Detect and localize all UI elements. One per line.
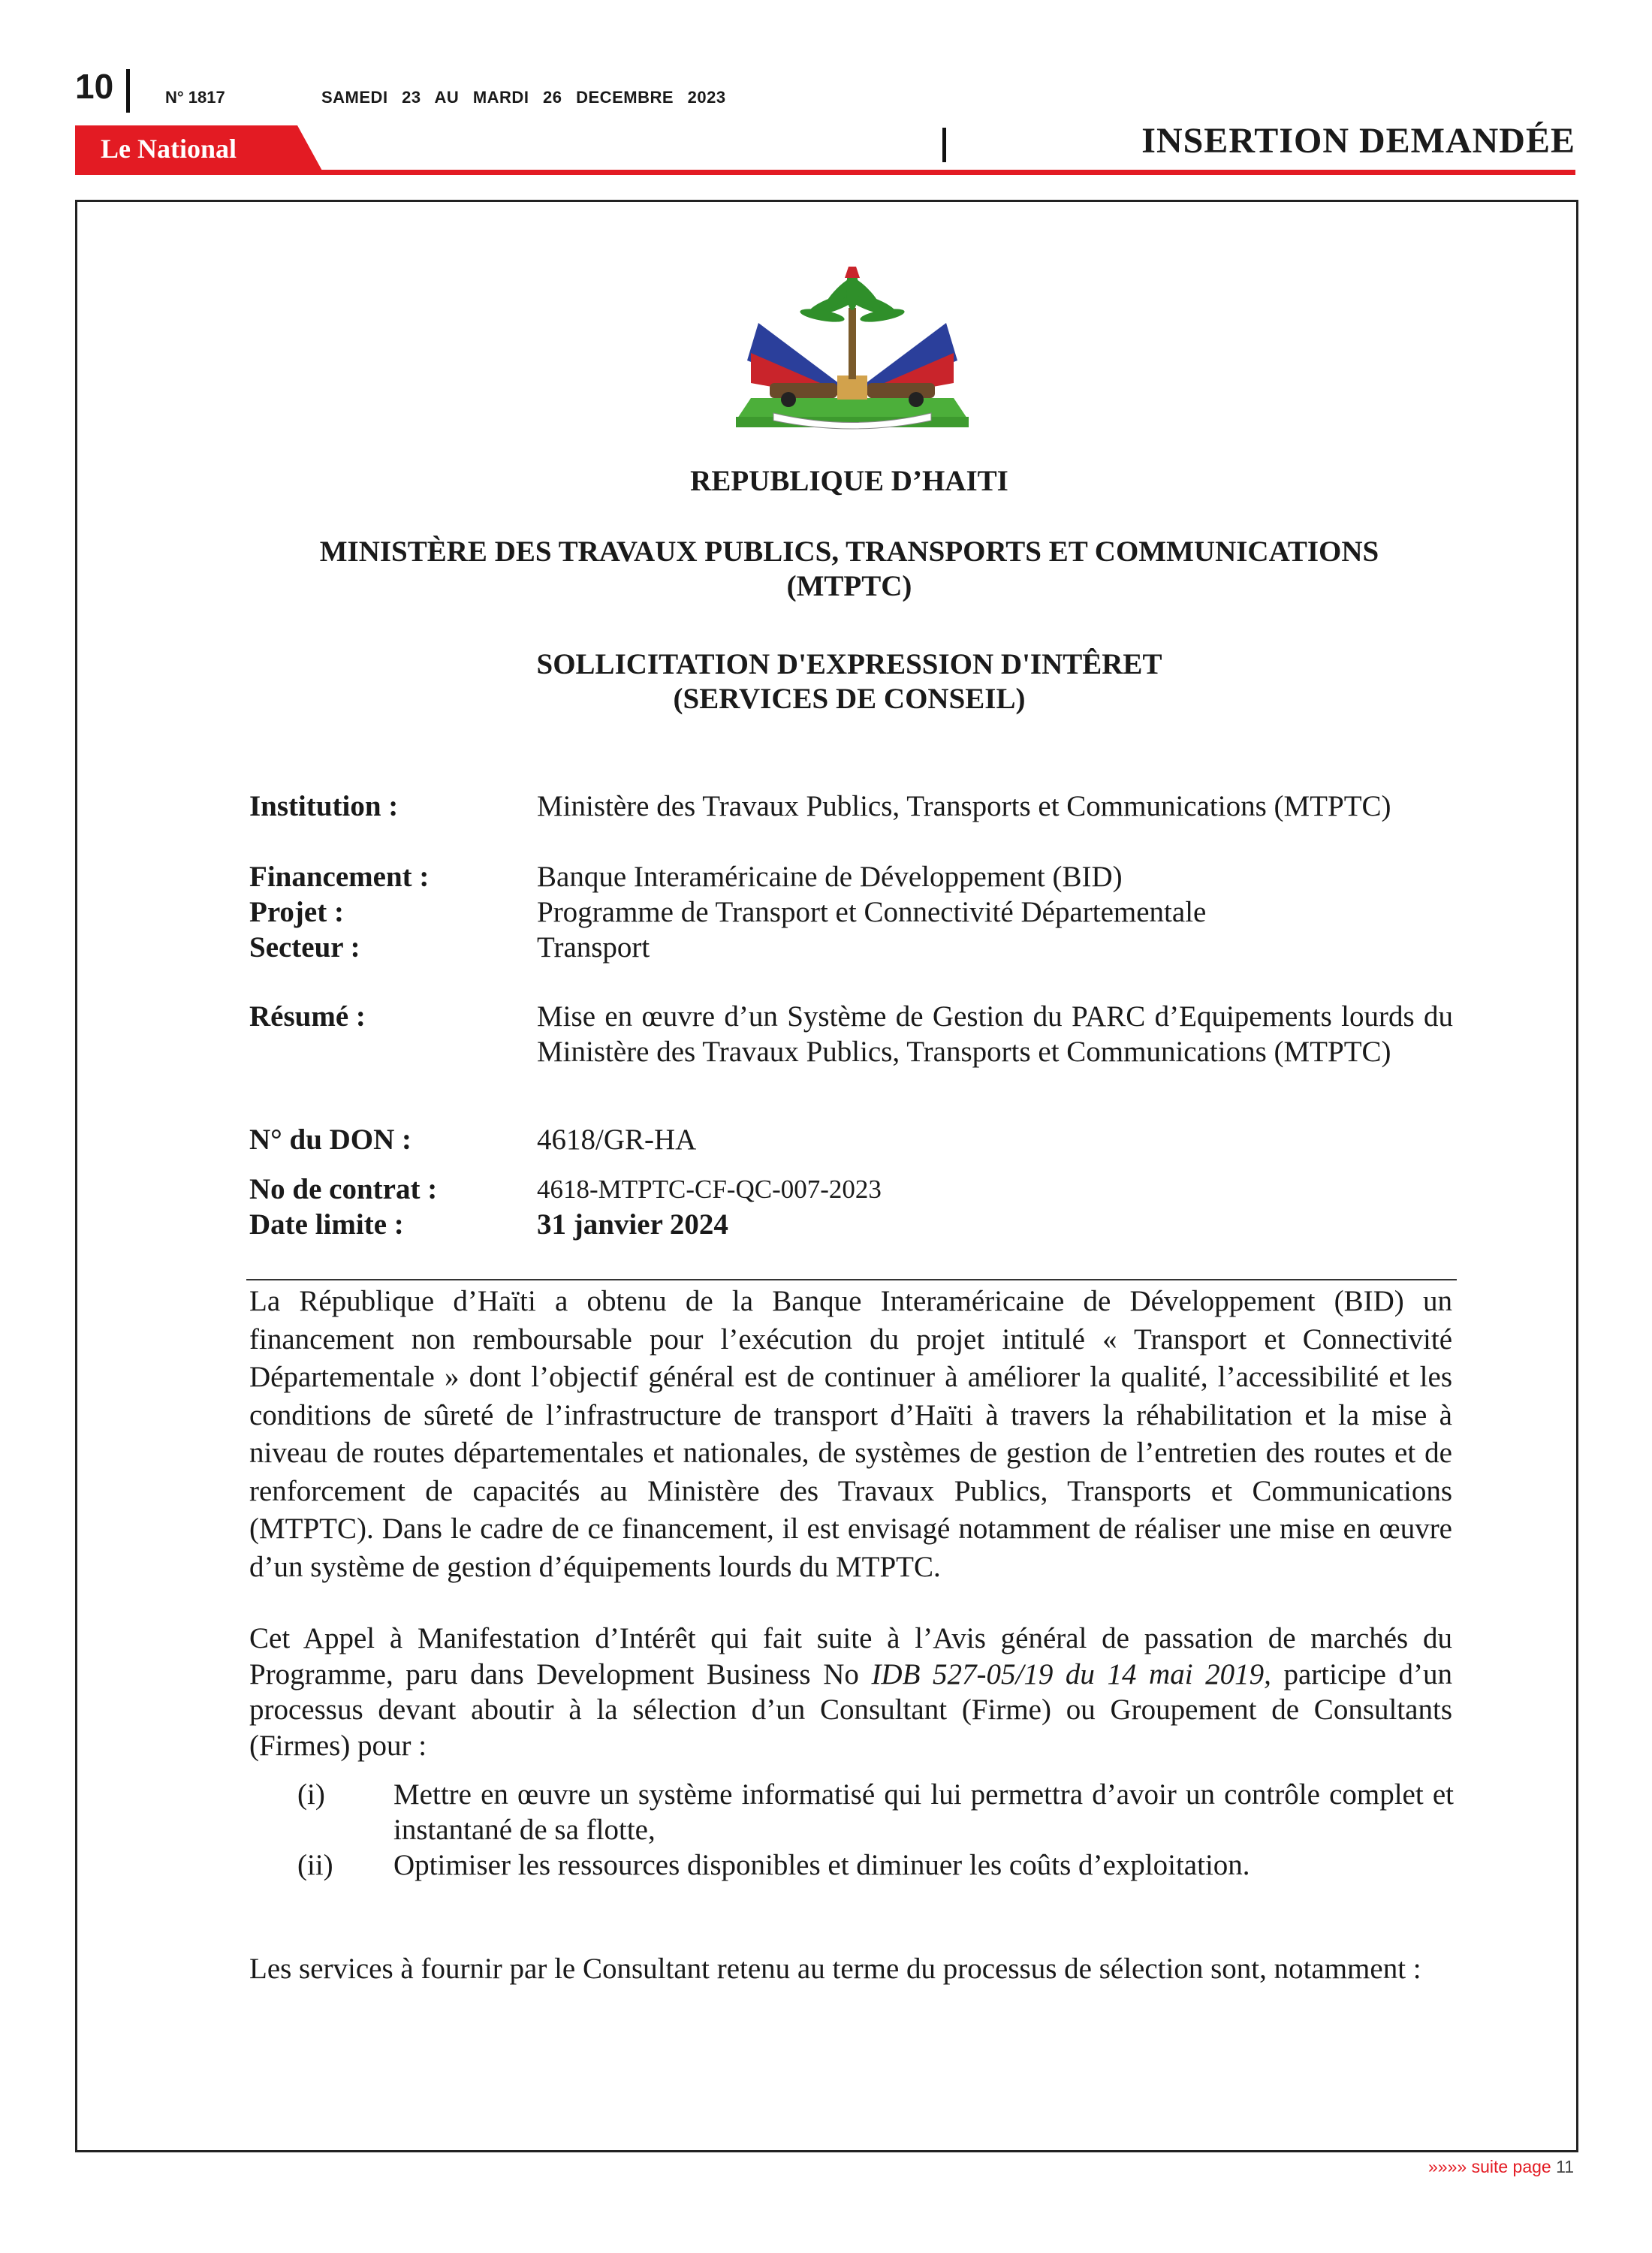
list-marker: (i) (297, 1778, 325, 1811)
page-number: 10 (75, 67, 114, 106)
list-text: Optimiser les ressources disponibles et diminuer les coûts d’exploitation. (393, 1849, 1250, 1881)
field-label: Secteur : (249, 931, 360, 964)
section-title: INSERTION DEMANDÉE (1141, 121, 1575, 161)
notice-subtitle: (SERVICES DE CONSEIL) (673, 683, 1026, 715)
body-paragraph-3: Les services à fournir par le Consultant retenu au terme du processus de sélection sont, notamment : (249, 1953, 1421, 1985)
header-separator (942, 128, 946, 162)
field-value: Mise en œuvre d’un Système de Gestion du PARC d’Equipements lourds du Ministère des Travaux Publics, Transports et Communications (MTPTC) (537, 1000, 1453, 1068)
header-rule (75, 170, 1575, 175)
field-value: Banque Interaméricaine de Développement (BID) (537, 861, 1123, 893)
ministry-acronym: (MTPTC) (786, 570, 912, 602)
paragraph-text: Cet Appel à Manifestation d’Intérêt qui fait suite à l’Avis général de passation de marchés du Programme, paru dans Development Business No (249, 1622, 1452, 1691)
field-label: N° du DON : (249, 1123, 412, 1156)
continued-on-link[interactable] (1428, 2157, 1574, 2177)
body-paragraph-2 (249, 1621, 1452, 1763)
notice-title: SOLLICITATION D'EXPRESSION D'INTÊRET (536, 648, 1162, 680)
field-label: Date limite : (249, 1208, 404, 1241)
issue-date: SAMEDI 23 AU MARDI 26 DECEMBRE 2023 (321, 88, 726, 107)
country-title: REPUBLIQUE D’HAITI (690, 465, 1008, 497)
issue-number: N° 1817 (165, 88, 225, 107)
field-label: Financement : (249, 861, 430, 893)
paragraph-reference: IDB 527-05/19 du 14 mai 2019, (871, 1657, 1271, 1691)
ministry-title: MINISTÈRE DES TRAVAUX PUBLICS, TRANSPORTS ET COMMUNICATIONS (319, 535, 1379, 568)
field-value: Ministère des Travaux Publics, Transports et Communications (MTPTC) (537, 790, 1391, 822)
field-value: Transport (537, 931, 650, 964)
brand-name: Le National (101, 134, 237, 164)
field-value: 4618/GR-HA (537, 1123, 697, 1156)
continued-page-number: 11 (1556, 2157, 1574, 2176)
list-marker: (ii) (297, 1849, 333, 1881)
brand-banner (75, 125, 323, 172)
paragraph-text: participe d’un processus devant aboutir à la sélection d’un Consultant (Firme) ou Groupement de Consultants (Firmes) pour : (249, 1657, 1452, 1762)
field-label: No de contrat : (249, 1173, 438, 1205)
list-text: Mettre en œuvre un système informatisé qui lui permettra d’avoir un contrôle complet et instantané de sa flotte, (393, 1778, 1454, 1846)
field-label: Institution : (249, 790, 399, 822)
field-value: Programme de Transport et Connectivité Départementale (537, 896, 1207, 928)
page-number-divider (126, 69, 130, 113)
body-paragraph-1: La République d’Haïti a obtenu de la Banque Interaméricaine de Développement (BID) un financement non remboursable pour l’exécution du projet intitulé « Transport et Connectivité Départementale » dont l’objectif général est de continuer à améliorer la qualité, l’accessibilité et les conditions de sûreté de l’infrastructure de transport d’Haïti à travers la réhabilitation et la mise à niveau de routes départementales et nationales, de systèmes de gestion de l’entretien des routes et de renforcement de capacités au Ministère des Travaux Publics, Transports et Communications (MTPTC). Dans le cadre de ce financement, il est envisagé notamment de réaliser une mise en œuvre d’un système de gestion d’équipements lourds du MTPTC. (249, 1285, 1452, 1583)
haiti-coat-of-arms-icon (728, 263, 976, 432)
field-value: 31 janvier 2024 (537, 1208, 728, 1241)
continued-text: »»»» suite page (1428, 2157, 1551, 2176)
field-label: Résumé : (249, 1000, 366, 1033)
field-value: 4618-MTPTC-CF-QC-007-2023 (537, 1175, 882, 1204)
section-divider (246, 1279, 1457, 1280)
field-label: Projet : (249, 896, 344, 928)
